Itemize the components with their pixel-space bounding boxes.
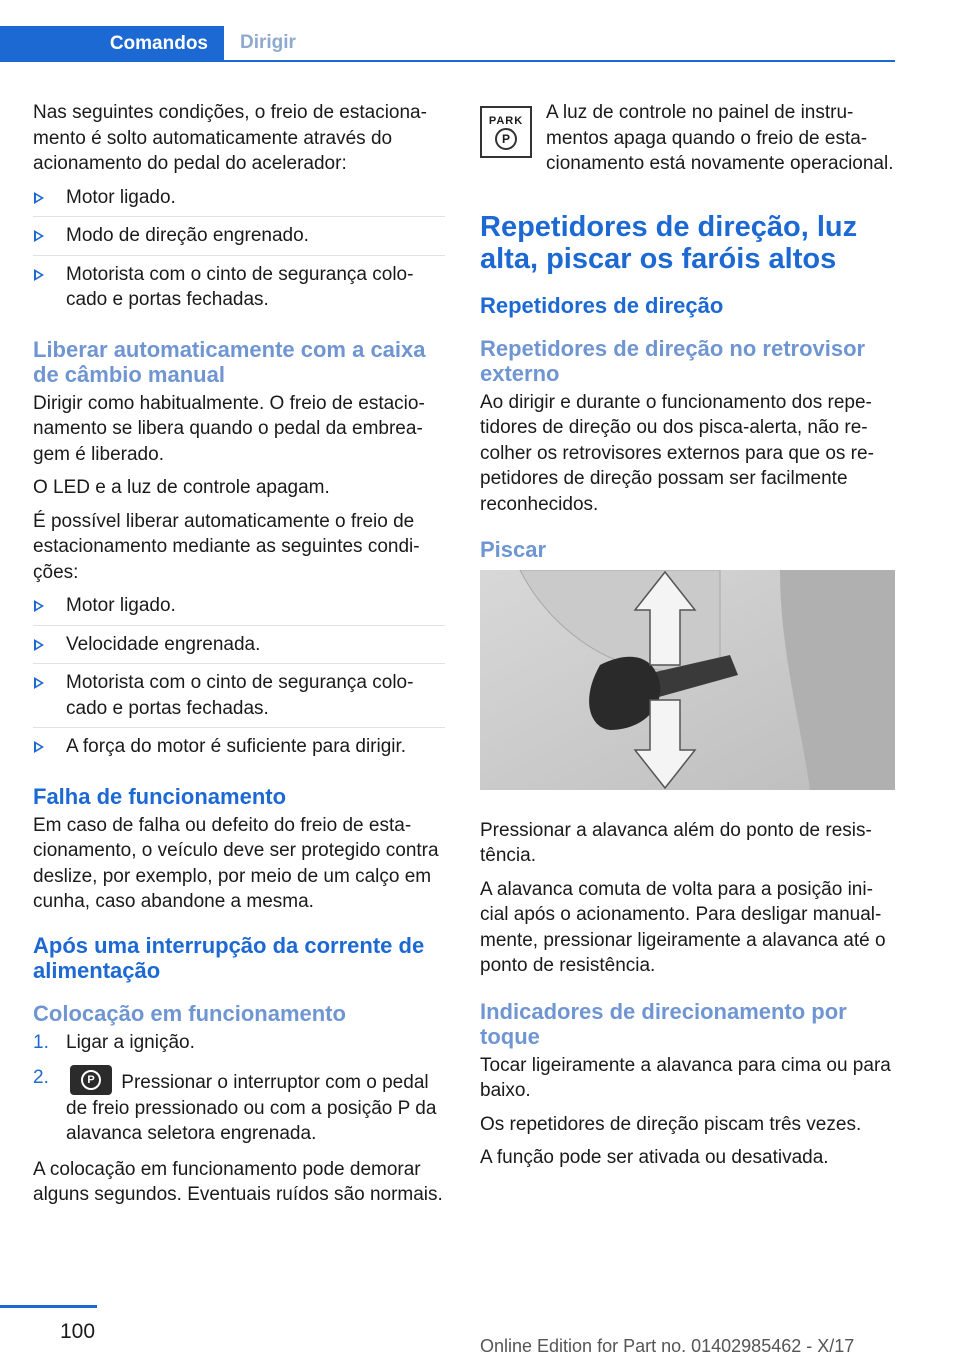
list-item: Modo de direção engrenado. xyxy=(33,223,445,256)
step-item xyxy=(33,1065,445,1147)
heading-power-interruption: Após uma interrupção da corrente de alimentação xyxy=(33,932,425,983)
heading-main: Repetidores de direção, luz alta, piscar os faróis altos xyxy=(480,210,858,275)
page-number: 100 xyxy=(60,1320,96,1343)
blink-paragraph-1: Pressionar a alavanca além do ponto de resistência. xyxy=(480,819,872,866)
startup-steps xyxy=(33,1030,445,1147)
park-indicator-block xyxy=(480,100,895,177)
step-number: 1. xyxy=(33,1031,49,1053)
park-indicator-paragraph: A luz de controle no painel de instrumentos apaga quando o freio de estacionamento está novamente operacional. xyxy=(546,102,894,174)
intro-paragraph: Nas seguintes condições, o freio de estacionamento é solto automaticamente através do acionamento do pedal do acelerador: xyxy=(33,102,427,174)
footer-line xyxy=(0,1305,97,1308)
tab-dirigir[interactable]: Dirigir xyxy=(240,32,296,53)
right-column xyxy=(480,100,895,1179)
step-text: Pressionar o interruptor com o pedal de freio pressionado ou com a posição P da alavanca seletora engrenada. xyxy=(66,1072,437,1144)
tab-underline xyxy=(0,60,895,62)
heading-startup: Colocação em funcionamento xyxy=(33,1000,346,1026)
tab-comandos[interactable]: Comandos xyxy=(0,26,224,62)
heading-blink: Piscar xyxy=(480,537,547,562)
manual-paragraph-1: Dirigir como habitualmente. O freio de estacionamento se libera quando o pedal da embreagem é liberado. xyxy=(33,392,425,465)
mirror-paragraph: Ao dirigir e durante o funcionamento dos repetidores de direção ou dos pisca-alerta, não recolher os retrovisores externos para que os repetidores de direção possam ser facilmente reconhecidos. xyxy=(480,391,874,515)
manual-paragraph-2: O LED e a luz de controle apagam. xyxy=(33,477,330,498)
heading-turn-signals: Repetidores de direção xyxy=(480,292,724,318)
conditions-list-2 xyxy=(33,593,445,766)
heading-mirror-signals: Repetidores de direção no retrovisor externo xyxy=(480,335,866,386)
list-item: A força do motor é suficiente para dirigir. xyxy=(33,734,445,766)
left-column xyxy=(33,100,445,1216)
manual-paragraph-3: É possível liberar automaticamente o freio de estacionamento mediante as seguintes condições: xyxy=(33,510,420,583)
heading-touch-indicator: Indicadores de direcionamento por toque xyxy=(480,998,847,1049)
park-indicator-icon xyxy=(480,106,532,158)
list-item: Motor ligado. xyxy=(33,185,445,218)
parking-brake-switch-icon xyxy=(70,1065,112,1095)
parking-brake-switch-label: P xyxy=(81,1070,101,1090)
heading-manual-release: Liberar automaticamente com a caixa de câmbio manual xyxy=(33,336,426,387)
list-item: Velocidade engrenada. xyxy=(33,632,445,665)
touch-paragraph-1: Tocar ligeiramente a alavanca para cima ou para baixo. xyxy=(480,1054,891,1101)
malfunction-paragraph: Em caso de falha ou defeito do freio de estacionamento, o veículo deve ser protegido contra deslize, por exemplo, por meio de um calço em cunha, caso abandone a mesma. xyxy=(33,814,439,912)
heading-malfunction: Falha de funcionamento xyxy=(33,783,287,809)
touch-paragraph-2: Os repetidores de direção piscam três vezes. xyxy=(480,1113,862,1135)
blink-paragraph-2: A alavanca comuta de volta para a posição inicial após o acionamento. Para desligar manualmente, pressionar ligeiramente a alavanca até o ponto de resistência. xyxy=(480,878,886,976)
step-number: 2. xyxy=(33,1067,49,1088)
header-tabbar xyxy=(0,26,895,62)
list-item: Motorista com o cinto de segurança colocado e portas fechadas. xyxy=(33,670,445,728)
touch-paragraph-3: A função pode ser ativada ou desativada. xyxy=(480,1147,829,1168)
park-icon-label: PARK xyxy=(488,114,524,127)
list-item: Motor ligado. xyxy=(33,593,445,626)
park-icon-p: P xyxy=(495,128,517,150)
startup-paragraph: A colocação em funcionamento pode demorar alguns segundos. Eventuais ruídos são normais. xyxy=(33,1158,443,1205)
edition-info: Online Edition for Part no. 01402985462 - X/17 xyxy=(480,1336,855,1356)
turn-signal-lever-illustration xyxy=(480,570,895,790)
conditions-list-1 xyxy=(33,185,445,319)
list-item: Motorista com o cinto de segurança colocado e portas fechadas. xyxy=(33,262,445,319)
step-item xyxy=(33,1030,445,1056)
step-text: Ligar a ignição. xyxy=(66,1031,195,1053)
